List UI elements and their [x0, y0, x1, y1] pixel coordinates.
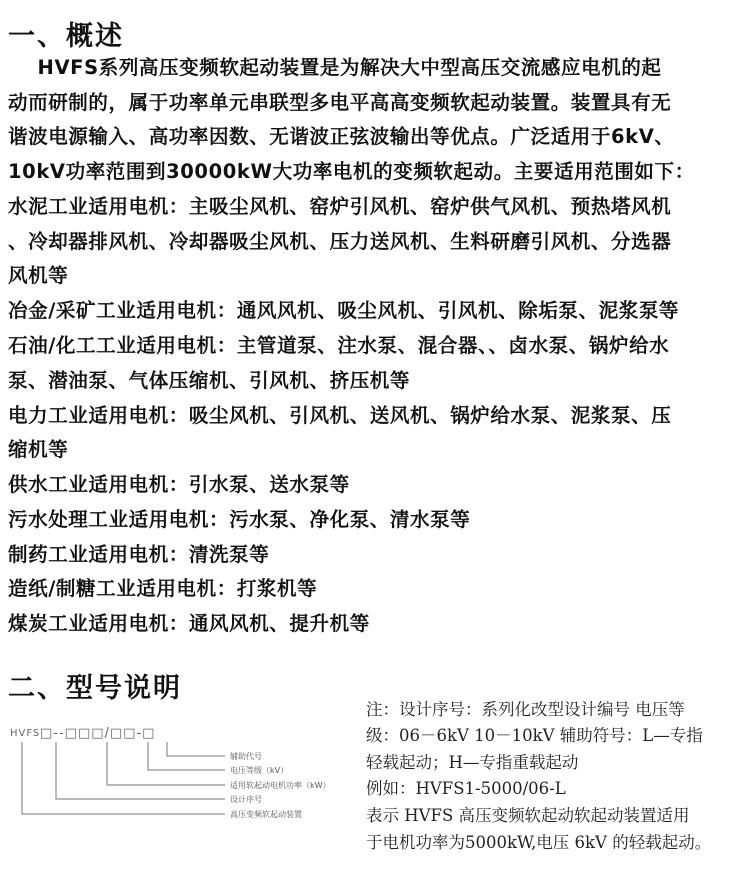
- leader-line: [167, 742, 225, 756]
- body-line: 石油/化工工业适用电机：主管道泵、注水泵、混合器、、卤水泵、锅炉给水: [8, 334, 670, 357]
- note-line: 注：设计序号：系列化改型设计编号 电压等: [366, 700, 685, 719]
- body-line: 动而研制的，属于功率单元串联型多电平高高变频软起动装置。装置具有无: [8, 91, 672, 114]
- body-line: 制药工业适用电机：清洗泵等: [8, 543, 270, 566]
- body-line: 水泥工业适用电机：主吸尘风机、窑炉引风机、窑炉供气风机、预热塔风机: [8, 195, 672, 218]
- body-line: 缩机等: [8, 438, 69, 461]
- code-label: 辅助代号: [230, 752, 262, 761]
- body-line: 、冷却器排风机、冷却器吸尘风机、压力送风机、生料研磨引风机、分选器: [8, 230, 672, 253]
- leader-line: [107, 742, 225, 785]
- section1-heading: 一、概述: [8, 21, 124, 52]
- body-line: 冶金/采矿工业适用电机：通风风机、吸尘风机、引风机、除垢泵、泥浆泵等: [8, 299, 680, 322]
- leader-line: [22, 742, 225, 814]
- body-line: 造纸/制糖工业适用电机：打浆机等: [8, 577, 318, 600]
- model-code-svg: [10, 722, 350, 832]
- note-line: 轻载起动；H—专指重载起动: [366, 753, 579, 772]
- note-line: 例如：HVFS1-5000/06-L: [366, 779, 566, 798]
- leader-lines: [22, 742, 225, 814]
- body-line: 谐波电源输入、高功率因数、无谐波正弦波输出等优点。广泛适用于6kV、: [8, 125, 675, 148]
- body-line: 供水工业适用电机：引水泵、送水泵等: [8, 473, 350, 496]
- section2-heading: 二、型号说明: [8, 673, 182, 704]
- note-line: 于电机功率为5000kW,电压 6kV 的轻载起动。: [366, 833, 712, 852]
- body-line: 10kV功率范围到30000kW大功率电机的变频软起动。主要适用范围如下：: [8, 160, 695, 183]
- note-line: 级：06－6kV 10－10kV 辅助符号：L—专指: [366, 726, 703, 745]
- body-line: 煤炭工业适用电机：通风风机、提升机等: [8, 612, 370, 635]
- body-line: 电力工业适用电机：吸尘风机、引风机、送风机、锅炉给水泵、泥浆泵、压: [8, 404, 672, 427]
- code-pattern: □--□□□/□□-□: [40, 726, 156, 741]
- body-line: 风机等: [8, 264, 69, 287]
- body-line: HVFS系列高压变频软起动装置是为解决大中型高压交流感应电机的起: [8, 56, 662, 79]
- note-line: 表示 HVFS 高压变频软起动软起动装置适用: [366, 806, 690, 825]
- body-line: 泵、潜油泵、气体压缩机、引风机、挤压机等: [8, 369, 411, 392]
- code-label: 高压变频软起动装置: [230, 810, 302, 819]
- code-label: 设计序号: [230, 795, 262, 804]
- code-label: 电压等级（kV）: [230, 766, 289, 775]
- code-label: 适用软起动电机功率（kW）: [230, 781, 331, 790]
- model-code-diagram: [10, 722, 350, 832]
- code-prefix: HVFS: [10, 728, 41, 739]
- body-line: 污水处理工业适用电机：污水泵、净化泵、清水泵等: [8, 508, 471, 531]
